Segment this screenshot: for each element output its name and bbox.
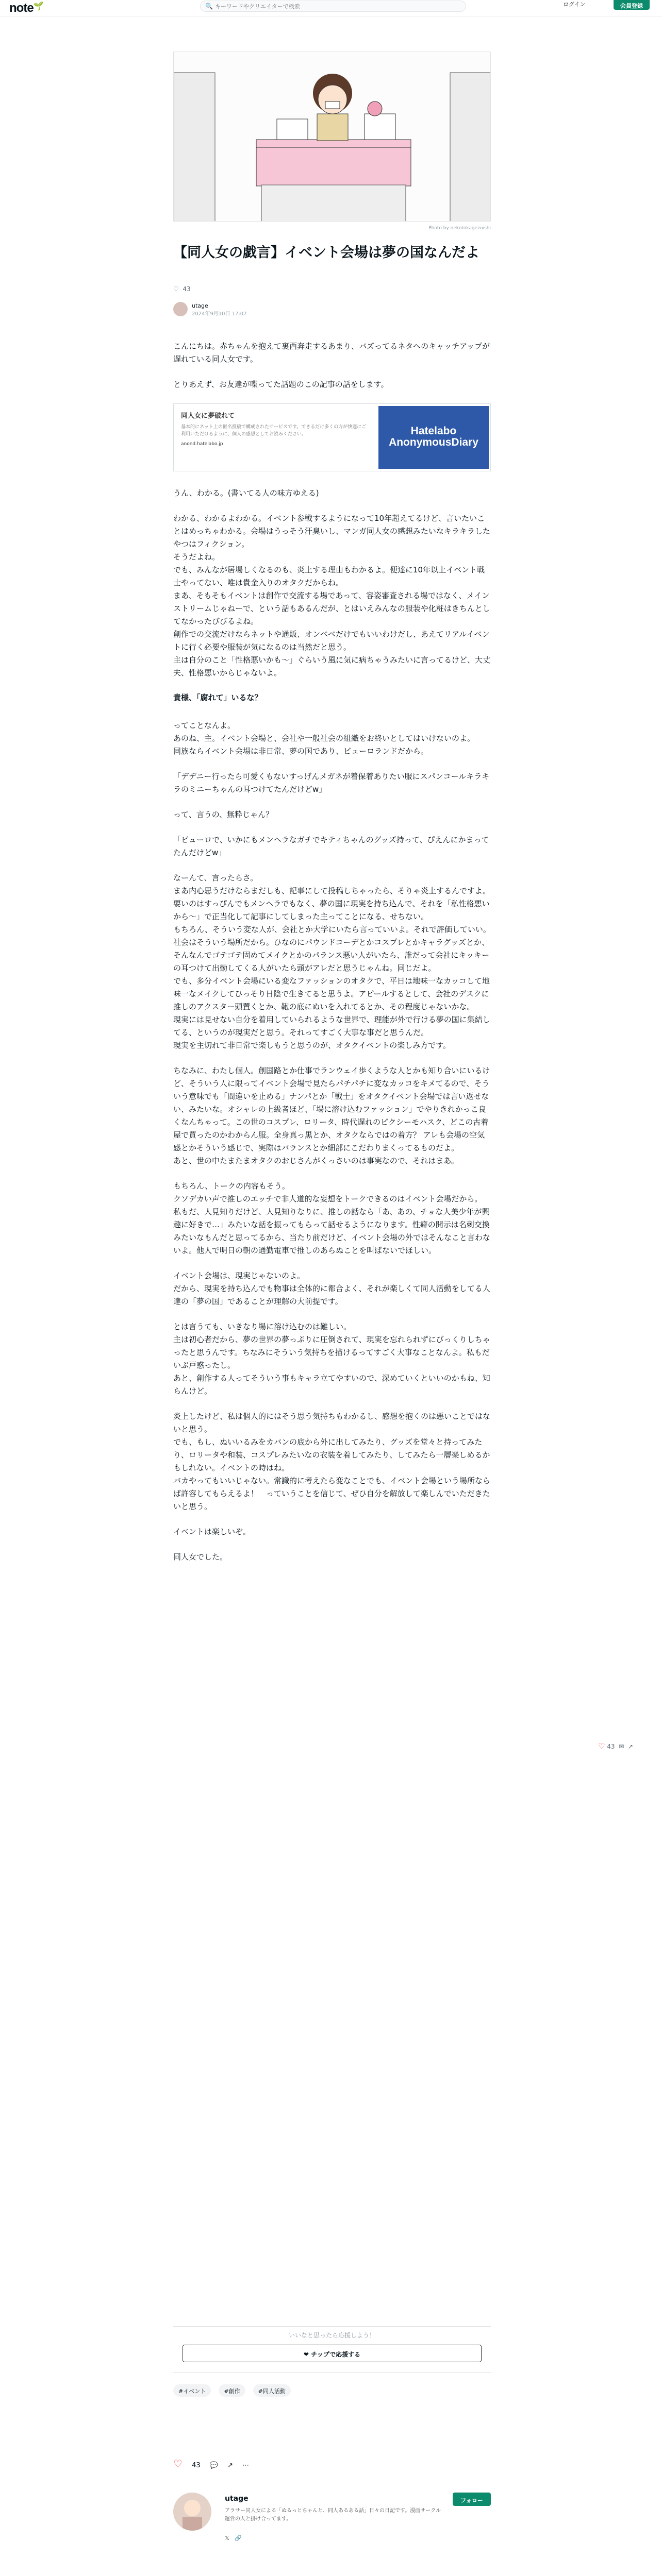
article-title: 【同人女の戯言】イベント会場は夢の国なんだよ — [173, 245, 479, 261]
paragraph: わかる、わかるよわかる。イベント参戦するようになって10年超えてるけど、言いたいことはめっちゃわかる。会場はうっそう汗臭いし、マンガ同人女の感想みたいなキラキラしたやつはフィクション。 そうだよね。 でも、みんなが居場しくなるのも、炎上する理由もわかるよ。便達に10年以上イベント戦士やってない、唯は貴金入りのオタクだからね。 まあ、そもそもイベントは創作で交流する場であって、容姿審査される場ではなく、メインストリームじゃねーで、という話もあるんだが、とはいえみんなの服装や化粧はきちんとしてなかったびびるよね。 創作での交流だけならネットや通販、オンベベだけでもいいわけだし、あえてリアルイベントに行く必要や服装が気になるのは当然だと思う。 主は自分のこと「性格悪いかも～」ぐらいう風に気に病ちゃうみたいに言ってるけど、大丈夫、性格悪いからじゃないよ。 — [173, 514, 491, 677]
logo-text: note — [9, 1, 34, 15]
heart-icon: ♡ — [598, 1741, 605, 1751]
article-main — [173, 52, 491, 2541]
post-date: 2024年9月10日 17:07 — [192, 311, 247, 317]
author-profile — [173, 2493, 491, 2546]
paragraph: もちろん、トークの内容もそう。 クソデカい声で推しのエッチで非人道的な妄想をトークできるのはイベント会場だから。 私もだ、人見知りだけど、人見知りなりに、推しの話なら「あ、あの、チョな人美少年が興趣に好きで…」みたいな話を振ってもらって話せるようになります。性癖の開示は名刺交換みたいなもんだと思ってるから、当たり前だけど、イベント会場の外ではそんなこと言わないよ。他人で明日の朝の通勤電車で推しのあらぬことを叫ばないでほしい。 — [173, 1181, 491, 1255]
paragraph: こんにちは。赤ちゃんを抱えて裏西奔走するあまり、バズってるネタへのキャッチアップが遅れている同人女です。 — [173, 342, 490, 364]
share-icon[interactable]: ↗ — [627, 1743, 633, 1750]
hero-image — [173, 52, 491, 222]
article-body — [173, 340, 491, 1576]
paragraph: イベント会場は、現実じゃないのよ。 だから、現実を持ち込んでも物事は全体的に都合よく、それが楽しくて同人活動をしてる人達の「夢の国」であることが理解の大前提です。 — [173, 1271, 490, 1306]
paragraph: ちなみに、わたし個人。創国路とか仕事でランウェイ歩くような人とかも知り合いにいるけど、そういう人に限ってイベント会場で見たらパチパチに変なカッコをキメてるので、そういう意味でも「間違いを止める」ナンパとか「戦士」をオタクイベント会場では言い返せない、みたいな。オシャレの上級者ほど、「場に溶け込むファッション」でやりきれかっこ良くなんちゃって。この世のコスプレ、ロリータ、時代遅れのピクシーモハスク、どこの古着屋で買ったのかわからん服。全身真っ黒とか、オタクならではの着方？ アレも会場の空気感とかそういう感じで、実際はバランスとか細部にこだわりまくってるものだよ。 あと、世の中たまたまオタクのおじさんがくっさいのは事実なので、それはまあ。 — [173, 1066, 490, 1165]
comment-icon[interactable]: 💬 — [209, 2462, 218, 2469]
logo-leaf-icon: 🌱 — [33, 2, 43, 11]
like-button-icon[interactable]: ♡ — [173, 2458, 183, 2470]
link-card-domain: anond.hatelabo.jp — [181, 442, 223, 447]
follow-button[interactable]: フォロー — [453, 2493, 491, 2506]
tag[interactable]: #同人活動 — [253, 2384, 291, 2397]
paragraph: 炎上したけど、私は個人的にはそう思う気持ちもわかるし、感想を抱くのは悪いことではないと思う。 でも、もし、ぬいいるみをカバンの底から外に出してみたり、グッズを堂々と持ってみたり、ロリータや和装、コスプレみたいなの衣装を着してみたり、してみたら一層楽しめるかもしれない。イベントの時はね。 バカやってもいいじゃない。常識的に考えたら変なことでも、イベント会場という場所ならば許容してもらえるよ！ っていうことを信じて、ぜひ自分を解放して楽しんでいただきたいと思う。 — [173, 1412, 491, 1511]
paragraph: 同人女でした。 — [173, 1552, 228, 1562]
like-count: 43 — [183, 285, 191, 293]
signup-button[interactable]: 会員登録 — [614, 0, 650, 10]
profile-name[interactable]: utage — [225, 2495, 249, 2503]
link-card-title: 同人女に夢破れて — [181, 412, 235, 420]
tip-button[interactable] — [183, 2345, 482, 2362]
author-avatar[interactable] — [173, 302, 188, 316]
floating-like-count: 43 — [607, 1743, 615, 1750]
paragraph: とは言うても、いきなり場に溶け込むのは難しい。 主は初心者だから、夢の世界の夢っぷりに圧倒されて、現実を忘れられずにびっくりしちゃったと思うんです。ちなみにそういう気持ちを描けるってすごく大事なことなんよ。私もだいぶ戸惑ったし。 あと、創作する人ってそういう事もキャラ立てやすいので、深めていくといいのかもね、知らんけど。 — [173, 1322, 490, 1396]
top-header — [0, 0, 662, 16]
paragraph: イベントは楽しいぞ。 — [173, 1527, 251, 1536]
login-link[interactable]: ログイン — [563, 1, 586, 8]
tag[interactable]: #創作 — [219, 2384, 245, 2397]
link-card[interactable] — [173, 403, 491, 471]
floating-like-bar[interactable] — [598, 1741, 633, 1751]
tip-section — [173, 2326, 491, 2372]
paragraph: 「ピューロで、いかにもメンヘラなガチでキティちゃんのグッズ持って、ぴえんにかまってたんだけどw」 — [173, 835, 489, 857]
search-input[interactable] — [215, 3, 457, 10]
hero-illustration — [174, 52, 491, 222]
tag-list — [173, 2384, 296, 2397]
author-meta[interactable] — [173, 302, 247, 317]
paragraph: うん、わかる。(書いてる人の味方ゆえる) — [173, 488, 319, 498]
paragraph: 「デデニー行ったら可愛くもないすっげんメガネが着保着ありたい服にスパンコールキラキラのミニーちゃんの耳つけてたんだけどw」 — [173, 772, 490, 794]
paragraph: って、言うの、無粋じゃん？ — [173, 810, 274, 819]
section-heading: 貴様、「腐れて」いるな？ — [173, 693, 262, 702]
link-card-image: Hatelabo AnonymousDiary — [378, 406, 489, 469]
profile-desc: アラサー同人女による「ぬるっとちゃんと、同人あるある話」日々の日記です。漫画サークル運営の人と掛け合ってます。 — [225, 2508, 441, 2522]
author-name[interactable]: utage — [192, 302, 208, 309]
like-count-bottom: 43 — [192, 2462, 201, 2469]
tip-icon: ❤ — [303, 2351, 309, 2358]
action-bar — [173, 2458, 256, 2470]
heart-icon: ♡ — [173, 285, 179, 293]
social-links — [225, 2535, 242, 2541]
link-card-desc: 基本的にネット上の匿名投稿で構成されたサービスです。できるだけ多くの方が快適にご利用いただけるように、個人の感想としてお読みください。 — [181, 425, 367, 437]
share-icon[interactable]: ↗ — [227, 2462, 233, 2469]
tip-label: いいなと思ったら応援しよう！ — [288, 2332, 375, 2339]
comment-icon[interactable]: ✉ — [619, 1743, 624, 1750]
paragraph: なーんて、言ったらさ。 まあ内心思うだけならまだしも、記事にして投稿しちゃったら、そりゃ炎上するんですよ。 要いのはすっぴんでもメンヘラでもなく、夢の国に現実を持ち込んで、それを「私性格悪いから～」で正当化して記事にしてしまった主ってことになる、せちない。 もちろん、そういう変な人が、会社とか大学にいたら言っていいよ。それで評価していい。社会はそういう場所だから。ひなのにパウンドコーデとかコスプレとかキャラグッズとか、そんなんでゴテゴテ固めてメイクとかのパランス悪い人がいたら、誰だって会社にキッキーの耳つけて出勤してくる人がいたら頭がアレだと思うじゃんね。同じだよ。 でも、多分イベント会場にいる変なファッションのオタクで、平日は地味一なカッコして地味一なメイクしてひっそり日陰で生きてると思うよ。アピールするとして、会社のデスクに推しのアクスター頭置くとか、鞄の底にぬいを入れてるとか、その程度じゃないかな。 現実には見せない自分を着用していられるような世界で、理能が外で行ける夢の国に集結してる、というのが現実だと思う。それってすごく大事な事だと思うんだ。 現実を主切れて非日常で楽しもうと思うのが、オタクイベントの楽しみ方です。 — [173, 873, 491, 1050]
more-icon[interactable]: ⋯ — [242, 2462, 250, 2469]
paragraph: ってことなんよ。 あのね、主。イベント会場と、会社や一般社会の組織をお終いとしてはいけないのよ。 同族ならイベント会場は非日常、夢の国であり、ピューロランドだから。 — [173, 721, 475, 756]
paragraph: とりあえず、お友達が喋ってた話題のこの記事の話をします。 — [173, 380, 389, 389]
like-count-top[interactable] — [173, 285, 191, 293]
link-icon[interactable]: 🔗 — [235, 2535, 242, 2541]
search-bar[interactable] — [200, 1, 466, 12]
x-icon[interactable]: 𝕏 — [225, 2535, 229, 2541]
tip-button-label: チップで応援する — [311, 2351, 361, 2358]
hero-credit: Photo by nekotokagezuishi — [428, 226, 491, 231]
note-logo[interactable] — [9, 1, 43, 15]
tag[interactable]: #イベント — [173, 2384, 211, 2397]
search-icon: 🔍 — [205, 3, 213, 10]
profile-avatar[interactable] — [173, 2493, 211, 2531]
link-card-text — [181, 412, 367, 448]
